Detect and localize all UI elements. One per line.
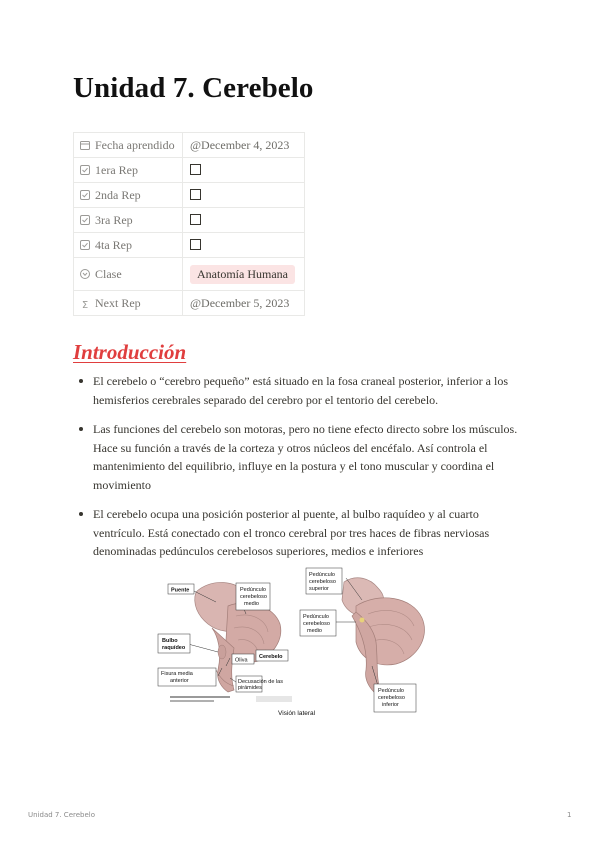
label-bulbo-1: Bulbo	[162, 638, 178, 644]
label-decusacion-2: pirámides	[238, 685, 262, 691]
checkbox-icon	[80, 190, 90, 200]
cerebellum-illustration	[156, 566, 446, 718]
label-bulbo-2: raquídeo	[162, 645, 186, 651]
property-value-checkbox	[183, 208, 305, 233]
checkbox-icon	[80, 240, 90, 250]
label-ped-med-1: Pedúnculo	[303, 614, 329, 620]
label-fisura-2: anterior	[170, 678, 189, 684]
label-ped-inf-3: inferior	[382, 702, 399, 708]
label-ped-inf-2: cerebeloso	[378, 695, 405, 701]
label-pedunculo-medio-2: cerebeloso	[240, 594, 267, 600]
bullet-list	[78, 372, 528, 572]
property-value-checkbox	[183, 233, 305, 258]
anatomy-image	[156, 566, 446, 718]
label-fisura-1: Fisura media	[161, 671, 193, 677]
property-value-checkbox	[183, 158, 305, 183]
copyright-note	[170, 696, 292, 702]
property-row	[74, 183, 305, 208]
property-value-date[interactable]: @December 4, 2023	[183, 133, 305, 158]
property-value-formula: @December 5, 2023	[183, 291, 305, 316]
figure-caption: Visión lateral	[278, 710, 316, 717]
label-pedunculo-medio-1: Pedúnculo	[240, 587, 266, 593]
label-oliva: Oliva	[235, 657, 248, 664]
rep1-checkbox[interactable]	[190, 164, 201, 175]
label-decusacion-1: Decusación de las	[238, 679, 283, 685]
label-ped-sup-2: cerebeloso	[309, 579, 336, 585]
property-value-checkbox	[183, 183, 305, 208]
section-heading: Introducción	[73, 340, 187, 364]
property-row	[74, 158, 305, 183]
label-pedunculo-medio-3: medio	[244, 601, 259, 607]
label-ped-med-2: cerebeloso	[303, 621, 330, 627]
property-key: 3ra Rep	[74, 208, 183, 233]
property-key: Σ Next Rep	[74, 291, 183, 316]
label-cerebelo: Cerebelo	[259, 654, 283, 660]
property-key: 4ta Rep	[74, 233, 183, 258]
right-diagram	[342, 578, 424, 692]
page-number: 1	[567, 811, 572, 819]
property-row	[74, 133, 305, 158]
label-puente: Puente	[171, 587, 190, 594]
rep3-checkbox[interactable]	[190, 214, 201, 225]
list-item: Las funciones del cerebelo son motoras, pero no tiene efecto directo sobre los músculos. Hace su función a través de la corteza y otros núcleos del encéfalo. Así controla el mantenimiento del equilibrio, influye en la postura y el tono muscular y coordina el movimiento	[78, 420, 528, 494]
clase-tag[interactable]: Anatomía Humana	[190, 265, 295, 284]
label-ped-med-3: medio	[307, 628, 322, 634]
rep2-checkbox[interactable]	[190, 189, 201, 200]
property-row	[74, 233, 305, 258]
label-ped-sup-3: superior	[309, 586, 329, 592]
calendar-icon	[80, 140, 90, 150]
property-key: Clase	[74, 258, 183, 291]
checkbox-icon	[80, 165, 90, 175]
property-row	[74, 291, 305, 316]
footer-title: Unidad 7. Cerebelo	[28, 811, 96, 819]
property-key: 2nda Rep	[74, 183, 183, 208]
property-row	[74, 258, 305, 291]
page-title: Unidad 7. Cerebelo	[73, 72, 314, 104]
label-ped-sup-1: Pedúnculo	[309, 572, 335, 578]
rep4-checkbox[interactable]	[190, 239, 201, 250]
formula-icon: Σ	[81, 299, 89, 311]
list-item: El cerebelo o “cerebro pequeño” está situado en la fosa craneal posterior, inferior a los hemisferios cerebrales separado del cerebro por el tentorio del cerebelo.	[78, 372, 528, 409]
property-key: Fecha aprendido	[74, 133, 183, 158]
property-value-select	[183, 258, 305, 291]
checkbox-icon	[80, 215, 90, 225]
property-key: 1era Rep	[74, 158, 183, 183]
properties-table	[73, 132, 305, 316]
select-icon	[80, 269, 90, 279]
label-ped-inf-1: Pedúnculo	[378, 688, 404, 694]
property-row	[74, 208, 305, 233]
list-item: El cerebelo ocupa una posición posterior al puente, al bulbo raquídeo y al cuarto ventrículo. Está conectado con el tronco cerebral por tres haces de fibras nerviosas denominadas pedúnculos cerebelosos superiores, medios e inferiores	[78, 505, 528, 561]
